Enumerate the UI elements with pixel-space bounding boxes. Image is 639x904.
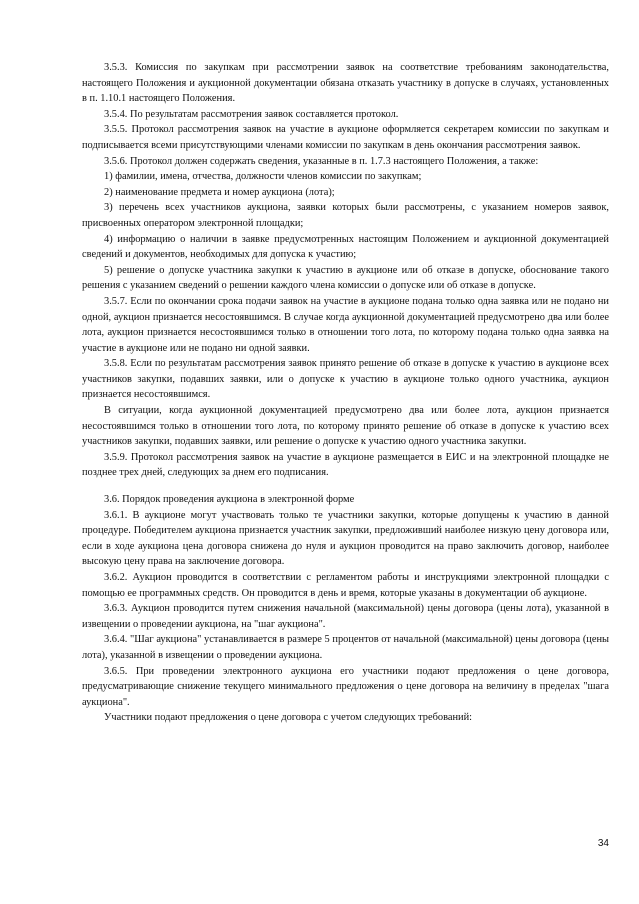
page-number: 34 <box>597 838 609 849</box>
paragraph-3-5-8: 3.5.8. Если по результатам рассмотрения заявок принято решение об отказе в допуске к участию в аукционе всех участников закупки, подавших заявки, или о допуске к участию в аукционе только одного участника, аукцион признается несостоявшимся. <box>82 358 609 401</box>
list-item-3: 3) перечень всех участников аукциона, заявки которых были рассмотрены, с указанием номеров заявок, присвоенных оператором электронной площадки; <box>82 202 609 229</box>
document-page <box>82 60 609 726</box>
paragraph-3-5-4: 3.5.4. По результатам рассмотрения заявок составляется протокол. <box>104 108 399 120</box>
paragraph-3-6-5: 3.6.5. При проведении электронного аукциона его участники подают предложения о цене договора, предусматривающие снижение текущего минимального предложения о цене договора на величину в пределах "шага аукциона". <box>82 665 609 708</box>
list-item-5: 5) решение о допуске участника закупки к участию в аукционе или об отказе в допуске, обоснование такого решения с указанием сведений о решении каждого члена комиссии о допуске или об отказе в допуске. <box>82 264 609 292</box>
paragraph-3-6-2: 3.6.2. Аукцион проводится в соответствии с регламентом работы и инструкциями электронной площадки с помощью ее программных средств. Он проводится в день и время, которые указаны в документации об аукционе. <box>82 572 609 599</box>
paragraph-3-5-3: 3.5.3. Комиссия по закупкам при рассмотрении заявок на соответствие требованиям законодательства, настоящего Положения и аукционной документации обязана отказать участнику в допуске в случаях, установленных в п. 1.10.1 настоящего Положения. <box>82 62 609 105</box>
list-item-4: 4) информацию о наличии в заявке предусмотренных настоящим Положением и аукционной документацией сведений и документов, необходимых для допуска к участию; <box>82 233 609 261</box>
paragraph-3-6-1: 3.6.1. В аукционе могут участвовать только те участники закупки, которые допущены к участию в данной процедуре. Победителем аукциона признается участник закупки, предложивший наиболее низкую цену договора или, если в ходе аукциона цена договора снижена до нуля и аукцион проводится на право заключить договор, наиболее высокую цену права на заключение договора. <box>82 509 609 568</box>
paragraph-3-5-5: 3.5.5. Протокол рассмотрения заявок на участие в аукционе оформляется секретарем комиссии по закупкам и подписывается всеми присутствующими членами комиссии по закупкам в день окончания рассмотрения заявок. <box>82 124 609 151</box>
paragraph-3-5-9: 3.5.9. Протокол рассмотрения заявок на участие в аукционе размещается в ЕИС и на электронной площадке не позднее трех дней, следующих за днем его подписания. <box>82 451 609 479</box>
section-heading-3-6: 3.6. Порядок проведения аукциона в электронной форме <box>104 494 355 506</box>
paragraph-3-5-6: 3.5.6. Протокол должен содержать сведения, указанные в п. 1.7.3 настоящего Положения, а также: <box>104 155 539 167</box>
list-item-1: 1) фамилии, имена, отчества, должности членов комиссии по закупкам; <box>104 171 422 183</box>
section-spacer <box>82 481 609 492</box>
paragraph-3-5-7: 3.5.7. Если по окончании срока подачи заявок на участие в аукционе подана только одна заявка или не подано ни одной, аукцион признается несостоявшимся. В случае когда аукционной документацией предусмотрено два или более лота, аукцион признается несостоявшимся только в отношении того лота, по которому подана только одна заявка на участие в аукционе или не подано ни одной заявки. <box>82 295 609 354</box>
list-item-2: 2) наименование предмета и номер аукциона (лота); <box>104 186 335 198</box>
paragraph-3-6-4: 3.6.4. "Шаг аукциона" устанавливается в размере 5 процентов от начальной (максимальной) цены договора (цены лота), указанной в извещении о проведении аукциона. <box>82 634 609 661</box>
paragraph-lots-situation: В ситуации, когда аукционной документацией предусмотрено два или более лота, аукцион признается несостоявшимся только в отношении того лота, по которому принято решение об отказе в допуске к участию всех участников закупки, подавших заявки, или решение о допуске к участию одного участника закупки. <box>82 405 609 448</box>
paragraph-requirements: Участники подают предложения о цене договора с учетом следующих требований: <box>104 712 473 724</box>
paragraph-3-6-3: 3.6.3. Аукцион проводится путем снижения начальной (максимальной) цены договора (цены лота), указанной в извещении о проведении аукциона, на "шаг аукциона". <box>82 603 609 630</box>
